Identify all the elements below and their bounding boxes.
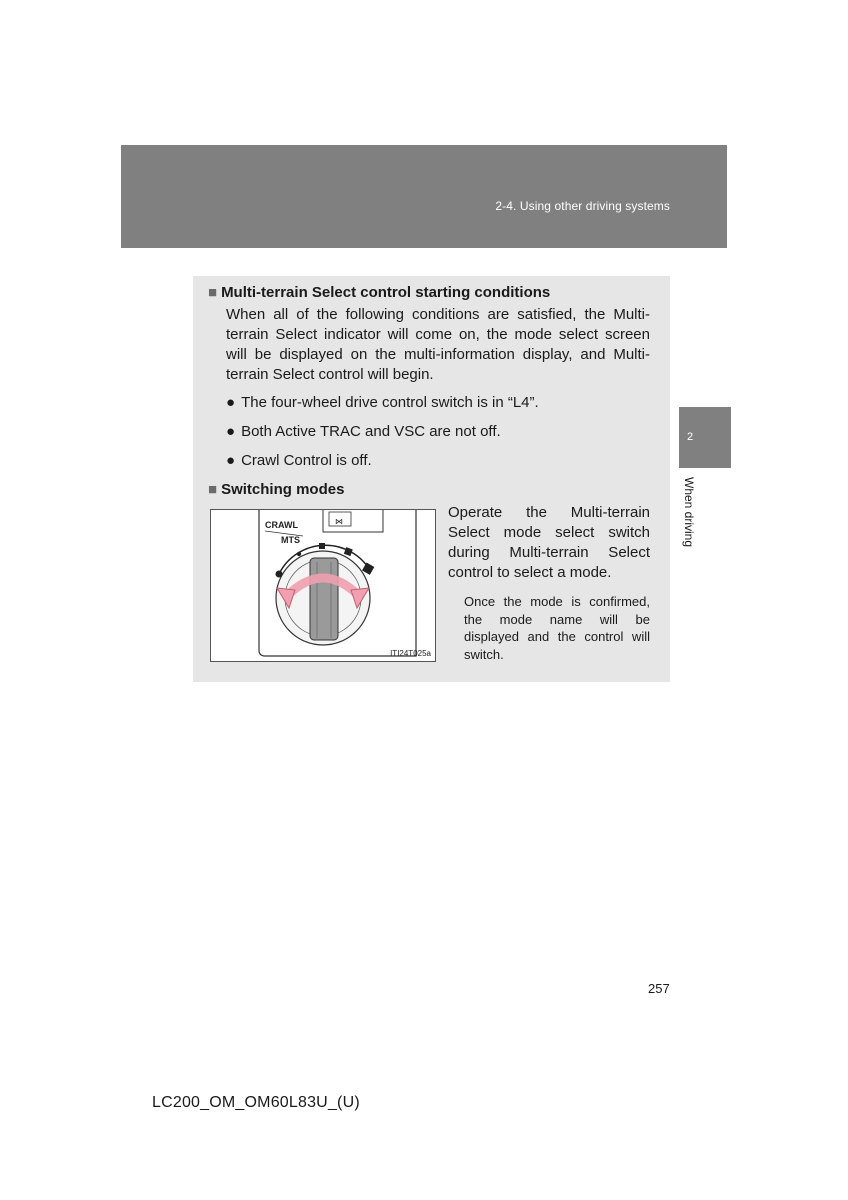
section-title: 2-4. Using other driving systems	[495, 199, 670, 213]
bullet-dot-icon: ●	[226, 452, 236, 469]
section-heading-starting-conditions	[208, 284, 550, 301]
section-heading-switching-modes	[208, 481, 344, 498]
chapter-number: 2	[687, 431, 694, 443]
square-bullet-icon: ■	[208, 481, 218, 498]
square-bullet-icon: ■	[208, 284, 218, 301]
operate-instruction: Operate the Multi-terrain Select mode select switch during Multi-terrain Select control to select a mode.	[448, 504, 650, 581]
document-code: LC200_OM_OM60L83U_(U)	[152, 1094, 360, 1111]
header-band	[121, 145, 727, 248]
figure-code: ITI24T025a	[390, 649, 431, 658]
crawl-label: CRAWL	[265, 520, 298, 530]
list-item	[226, 452, 372, 469]
mts-label: MTS	[281, 535, 300, 545]
heading-text: Multi-terrain Select control starting conditions	[221, 284, 551, 301]
chapter-label: When driving	[682, 477, 696, 548]
bullet-dot-icon: ●	[226, 394, 236, 411]
bullet-dot-icon: ●	[226, 423, 236, 440]
list-item-text: The four-wheel drive control switch is in “L4”.	[241, 394, 539, 411]
list-item	[226, 423, 501, 440]
mode-switch-drawing	[211, 510, 435, 661]
heading-text: Switching modes	[221, 481, 345, 498]
svg-text:⋈: ⋈	[335, 517, 343, 526]
content-box	[193, 276, 670, 682]
list-item-text: Crawl Control is off.	[241, 452, 372, 469]
conditions-paragraph: When all of the following conditions are satisfied, the Multi-terrain Select indicator will come on, the mode select screen will be displayed on the multi-information display, and Multi-terrain Select control will begin.	[226, 306, 650, 383]
mode-switch-illustration	[210, 509, 436, 662]
chapter-tab	[679, 407, 731, 468]
list-item-text: Both Active TRAC and VSC are not off.	[241, 423, 501, 440]
list-item	[226, 394, 539, 411]
page-number: 257	[648, 981, 670, 996]
mode-confirm-note: Once the mode is confirmed, the mode name will be displayed and the control will switch.	[464, 594, 650, 662]
